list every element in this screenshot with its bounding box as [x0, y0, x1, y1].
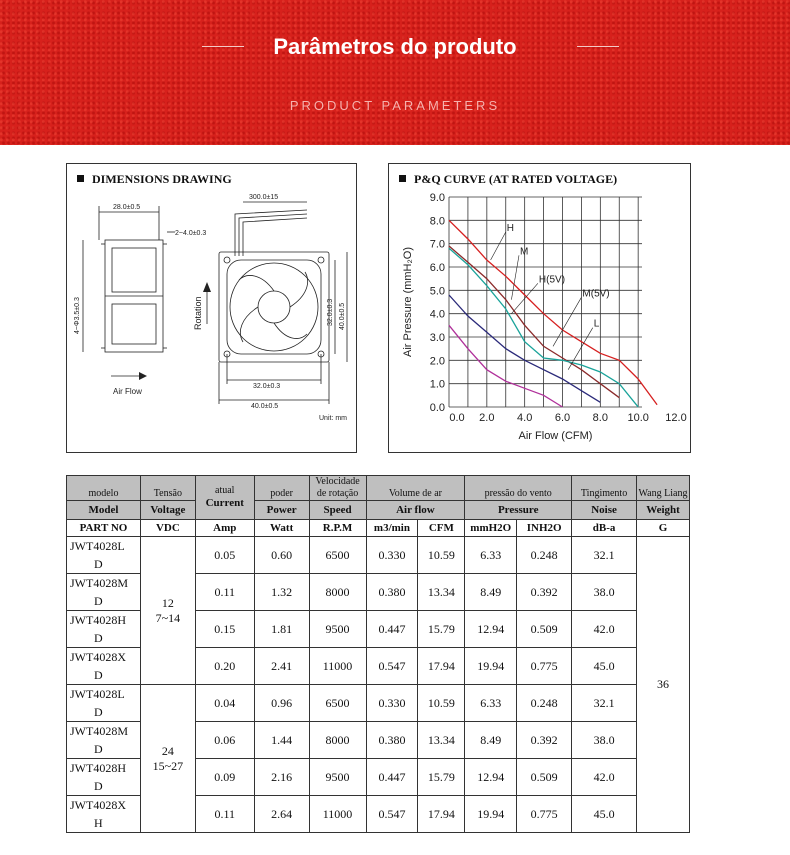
th-voltage-pt: Tensão	[140, 476, 195, 501]
unit-vdc: VDC	[140, 520, 195, 537]
th-power-pt: poder	[254, 476, 309, 501]
table-row	[67, 537, 690, 574]
db-cell: 42.0	[572, 611, 637, 648]
rpm-cell: 9500	[309, 611, 366, 648]
th-weight-pt: Wang Liang	[637, 476, 690, 501]
y-tick-label: 1.0	[429, 378, 445, 391]
watt-cell: 1.81	[254, 611, 309, 648]
amp-cell: 0.15	[195, 611, 254, 648]
cfm-cell: 15.79	[418, 759, 465, 796]
th-speed-en: Speed	[309, 501, 366, 520]
inh2o-cell: 0.509	[517, 611, 572, 648]
dim-cable-label: 300.0±15	[249, 194, 279, 201]
dim-inner-h-label: 32.0±0.3	[253, 383, 281, 390]
pq-chart	[389, 164, 690, 452]
cfm-cell: 13.34	[418, 722, 465, 759]
dim-outer-v-label: 40.0±0.5	[339, 302, 346, 330]
x-tick-label: 10.0	[627, 412, 649, 424]
watt-cell: 0.96	[254, 685, 309, 722]
rpm-cell: 6500	[309, 537, 366, 574]
dim-inner-v-label: 32.0±0.3	[327, 298, 334, 326]
inh2o-cell: 0.248	[517, 685, 572, 722]
db-cell: 38.0	[572, 574, 637, 611]
mmh2o-cell: 12.94	[465, 611, 517, 648]
m3-cell: 0.547	[366, 648, 418, 685]
airflow-arrow-icon	[139, 372, 147, 380]
x-tick-label: 0.0	[449, 412, 465, 424]
cfm-cell: 13.34	[418, 574, 465, 611]
mmh2o-cell: 6.33	[465, 537, 517, 574]
amp-cell: 0.20	[195, 648, 254, 685]
series-label: L	[593, 318, 600, 330]
m3-cell: 0.330	[366, 537, 418, 574]
unit-g: G	[637, 520, 690, 537]
rotation-arrow-icon	[203, 282, 211, 292]
model-cell: JWT4028H D	[67, 759, 141, 796]
rpm-cell: 11000	[309, 796, 366, 833]
m3-cell: 0.447	[366, 759, 418, 796]
watt-cell: 0.60	[254, 537, 309, 574]
unit-label: Unit: mm	[319, 415, 347, 422]
db-cell: 45.0	[572, 648, 637, 685]
fan-front-body	[219, 252, 329, 362]
watt-cell: 1.44	[254, 722, 309, 759]
y-axis-label: Air Pressure (mmH₂O)	[402, 247, 414, 357]
inh2o-cell: 0.248	[517, 537, 572, 574]
rpm-cell: 6500	[309, 685, 366, 722]
amp-cell: 0.11	[195, 796, 254, 833]
watt-cell: 2.16	[254, 759, 309, 796]
weight-cell: 36	[637, 537, 690, 833]
header-banner	[0, 0, 790, 145]
amp-cell: 0.11	[195, 574, 254, 611]
db-cell: 38.0	[572, 722, 637, 759]
unit-watt: Watt	[254, 520, 309, 537]
rpm-cell: 11000	[309, 648, 366, 685]
th-power-en: Power	[254, 501, 309, 520]
unit-cfm: CFM	[418, 520, 465, 537]
th-speed-pt: Velocidade de rotação	[309, 476, 366, 501]
mmh2o-cell: 19.94	[465, 796, 517, 833]
watt-cell: 2.41	[254, 648, 309, 685]
amp-cell: 0.06	[195, 722, 254, 759]
series-line	[449, 220, 657, 404]
unit-m3: m3/min	[366, 520, 418, 537]
dimensions-drawing	[67, 164, 356, 452]
airflow-label: Air Flow	[113, 387, 142, 396]
x-tick-label: 12.0	[665, 412, 687, 424]
series-label: H(5V)	[538, 274, 566, 286]
th-weight-en: Weight	[637, 501, 690, 520]
th-airflow-en: Air flow	[366, 501, 465, 520]
th-model-en: Model	[67, 501, 141, 520]
x-tick-label: 8.0	[592, 412, 608, 424]
series-leader-line	[568, 328, 593, 370]
unit-db: dB-a	[572, 520, 637, 537]
db-cell: 32.1	[572, 685, 637, 722]
x-tick-label: 2.0	[479, 412, 495, 424]
dimensions-title: DIMENSIONS DRAWING	[77, 172, 232, 187]
m3-cell: 0.380	[366, 574, 418, 611]
dim-width-label: 28.0±0.5	[113, 204, 141, 211]
rpm-cell: 9500	[309, 759, 366, 796]
mmh2o-cell: 8.49	[465, 574, 517, 611]
y-tick-label: 4.0	[429, 308, 445, 321]
x-axis-label: Air Flow (CFM)	[518, 430, 593, 442]
series-leader-line	[511, 255, 519, 299]
mmh2o-cell: 8.49	[465, 722, 517, 759]
th-noise-pt: Tingimento	[572, 476, 637, 501]
header-row-pt	[67, 476, 690, 501]
inh2o-cell: 0.392	[517, 574, 572, 611]
y-tick-label: 6.0	[429, 262, 445, 274]
y-tick-label: 5.0	[429, 285, 445, 298]
cfm-cell: 10.59	[418, 537, 465, 574]
db-cell: 45.0	[572, 796, 637, 833]
model-cell: JWT4028X D	[67, 648, 141, 685]
th-voltage-en: Voltage	[140, 501, 195, 520]
amp-cell: 0.05	[195, 537, 254, 574]
rotation-label: Rotation	[193, 296, 203, 330]
series-label: M	[519, 246, 529, 258]
unit-amp: Amp	[195, 520, 254, 537]
y-tick-label: 0.0	[429, 402, 445, 414]
banner-divider-right	[577, 46, 619, 47]
table-row	[67, 685, 690, 722]
m3-cell: 0.447	[366, 611, 418, 648]
y-tick-label: 9.0	[429, 192, 445, 204]
model-cell: JWT4028M D	[67, 722, 141, 759]
series-leader-line	[491, 232, 506, 260]
dimensions-panel	[66, 163, 357, 453]
inh2o-cell: 0.509	[517, 759, 572, 796]
m3-cell: 0.330	[366, 685, 418, 722]
unit-partno: PART NO	[67, 520, 141, 537]
banner-subtitle: PRODUCT PARAMETERS	[289, 98, 501, 113]
cfm-cell: 10.59	[418, 685, 465, 722]
model-cell: JWT4028H D	[67, 611, 141, 648]
model-cell: JWT4028X H	[67, 796, 141, 833]
y-tick-label: 2.0	[429, 355, 445, 368]
dim-outer-h-label: 40.0±0.5	[251, 403, 279, 410]
header-row-en	[67, 501, 690, 520]
db-cell: 42.0	[572, 759, 637, 796]
m3-cell: 0.380	[366, 722, 418, 759]
db-cell: 32.1	[572, 537, 637, 574]
th-model-pt: modelo	[67, 476, 141, 501]
watt-cell: 1.32	[254, 574, 309, 611]
cfm-cell: 15.79	[418, 611, 465, 648]
dim-hole-label: 4~Φ3.5±0.3	[74, 297, 81, 334]
amp-cell: 0.09	[195, 759, 254, 796]
chart-title: P&Q CURVE (AT RATED VOLTAGE)	[399, 172, 617, 187]
y-tick-label: 7.0	[429, 238, 445, 251]
rpm-cell: 8000	[309, 722, 366, 759]
spec-table	[66, 475, 690, 833]
model-cell: JWT4028L D	[67, 537, 141, 574]
voltage-cell: 12 7~14	[140, 537, 195, 685]
cfm-cell: 17.94	[418, 796, 465, 833]
x-tick-label: 4.0	[517, 412, 533, 424]
x-tick-label: 6.0	[554, 412, 571, 424]
y-tick-label: 8.0	[429, 215, 445, 228]
series-label: H	[506, 223, 514, 234]
mmh2o-cell: 12.94	[465, 759, 517, 796]
unit-mmh2o: mmH2O	[465, 520, 517, 537]
unit-inh2o: INH2O	[517, 520, 572, 537]
mmh2o-cell: 19.94	[465, 648, 517, 685]
series-label: M(5V)	[582, 288, 610, 300]
mmh2o-cell: 6.33	[465, 685, 517, 722]
th-pressure-pt: pressão do vento	[465, 476, 572, 501]
voltage-cell: 24 15~27	[140, 685, 195, 833]
rpm-cell: 8000	[309, 574, 366, 611]
unit-rpm: R.P.M	[309, 520, 366, 537]
units-row	[67, 520, 690, 537]
amp-cell: 0.04	[195, 685, 254, 722]
model-cell: JWT4028L D	[67, 685, 141, 722]
m3-cell: 0.547	[366, 796, 418, 833]
th-noise-en: Noise	[572, 501, 637, 520]
inh2o-cell: 0.775	[517, 648, 572, 685]
th-current: atual Current	[195, 476, 254, 520]
inh2o-cell: 0.775	[517, 796, 572, 833]
th-airflow-pt: Volume de ar	[366, 476, 465, 501]
y-tick-label: 3.0	[429, 332, 445, 344]
dim-thickness-label: 2~4.0±0.3	[175, 230, 207, 237]
model-cell: JWT4028M D	[67, 574, 141, 611]
inh2o-cell: 0.392	[517, 722, 572, 759]
cfm-cell: 17.94	[418, 648, 465, 685]
banner-title: Parâmetros do produto	[273, 34, 517, 59]
th-pressure-en: Pressure	[465, 501, 572, 520]
watt-cell: 2.64	[254, 796, 309, 833]
pq-curve-panel	[388, 163, 691, 453]
